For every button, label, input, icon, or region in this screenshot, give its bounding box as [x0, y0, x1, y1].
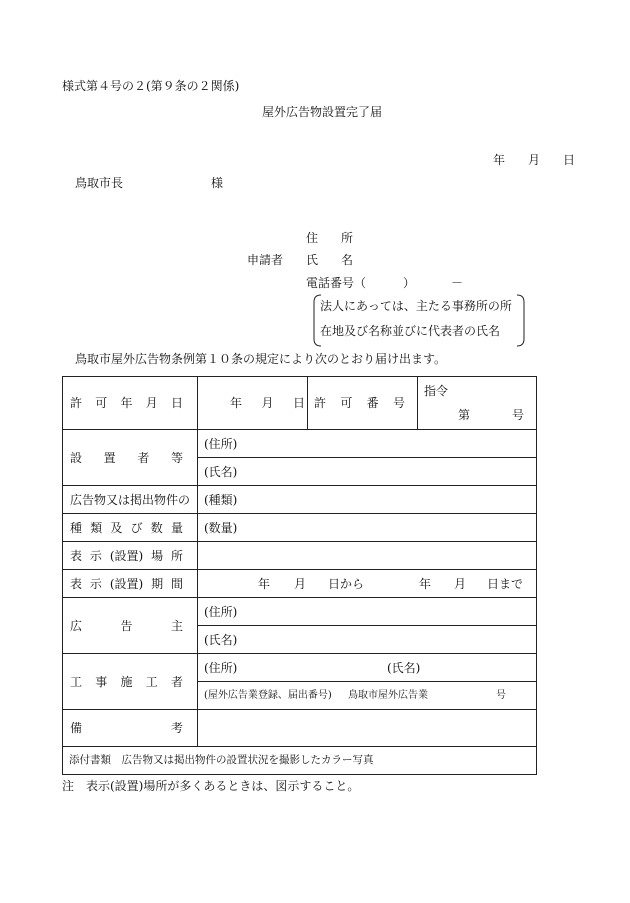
contractor-address-name-field[interactable]: (住所) (氏名) [198, 654, 537, 682]
installer-address-field[interactable]: (住所) [198, 430, 537, 458]
advertiser-name-field[interactable]: (氏名) [198, 626, 537, 654]
attachment-note: 添付書類 広告物又は掲出物件の設置状況を撮影したカラー写真 [63, 747, 537, 775]
date-day: 日 [563, 153, 576, 167]
contractor-registration-field[interactable]: (屋外広告業登録、届出番号) 鳥取市屋外広告業 号 [198, 682, 537, 710]
remarks-field[interactable] [198, 710, 537, 747]
advertiser-label: 広 告 主 [63, 598, 198, 654]
permit-date-value[interactable]: 年 月 日 [198, 377, 308, 430]
directive-go: 号 [512, 408, 525, 422]
ad-kind-field[interactable]: (種類) [198, 486, 537, 514]
display-place-label: 表 示 (設置) 場 所 [63, 542, 198, 570]
date-year: 年 [493, 153, 506, 167]
honorific: 様 [211, 176, 224, 190]
notification-form-table [62, 376, 537, 775]
ad-quantity-field[interactable]: (数量) [198, 514, 537, 542]
phone-dash: － [451, 276, 464, 290]
applicant-label: 申請者 [247, 253, 284, 267]
footnote: 注 表示(設置)場所が多くあるときは、図示すること。 [62, 779, 360, 793]
display-period-field[interactable]: 年 月 日から 年 月 日まで [198, 570, 537, 598]
permit-date-label: 許 可 年 月 日 [63, 377, 198, 430]
statement: 鳥取市屋外広告物条例第１０条の規定により次のとおり届け出ます。 [75, 352, 447, 366]
advertiser-address-field[interactable]: (住所) [198, 598, 537, 626]
directive-label: 指令 [424, 384, 449, 398]
directive-dai: 第 [458, 408, 471, 422]
installer-label: 設 置 者 等 [63, 430, 198, 486]
permit-number-value[interactable] [418, 377, 537, 430]
corporate-note-line-1: 法人にあっては、主たる事務所の所 [320, 299, 512, 313]
installer-name-field[interactable]: (氏名) [198, 458, 537, 486]
ad-kind-label-2: 種 類 及 び 数 量 [63, 514, 198, 542]
addressee: 鳥取市長 [75, 176, 124, 190]
document-title: 屋外広告物設置完了届 [262, 105, 383, 119]
display-place-field[interactable] [198, 542, 537, 570]
corporate-note-line-2: 在地及び名称並びに代表者の氏名 [320, 324, 501, 338]
phone-label: 電話番号（ [306, 276, 367, 290]
phone-close: ） [403, 276, 416, 290]
name-label-1: 氏 [306, 253, 319, 267]
address-label-1: 住 [306, 231, 319, 245]
ad-kind-label-1: 広告物又は掲出物件の [63, 486, 198, 514]
address-label-2: 所 [341, 231, 354, 245]
contractor-label: 工 事 施 工 者 [63, 654, 198, 710]
form-number: 様式第４号の２(第９条の２関係) [62, 79, 240, 93]
name-label-2: 名 [341, 253, 354, 267]
date-month: 月 [528, 153, 541, 167]
permit-number-label: 許 可 番 号 [308, 377, 418, 430]
remarks-label: 備 考 [63, 710, 198, 747]
display-period-label: 表 示 (設置) 期 間 [63, 570, 198, 598]
